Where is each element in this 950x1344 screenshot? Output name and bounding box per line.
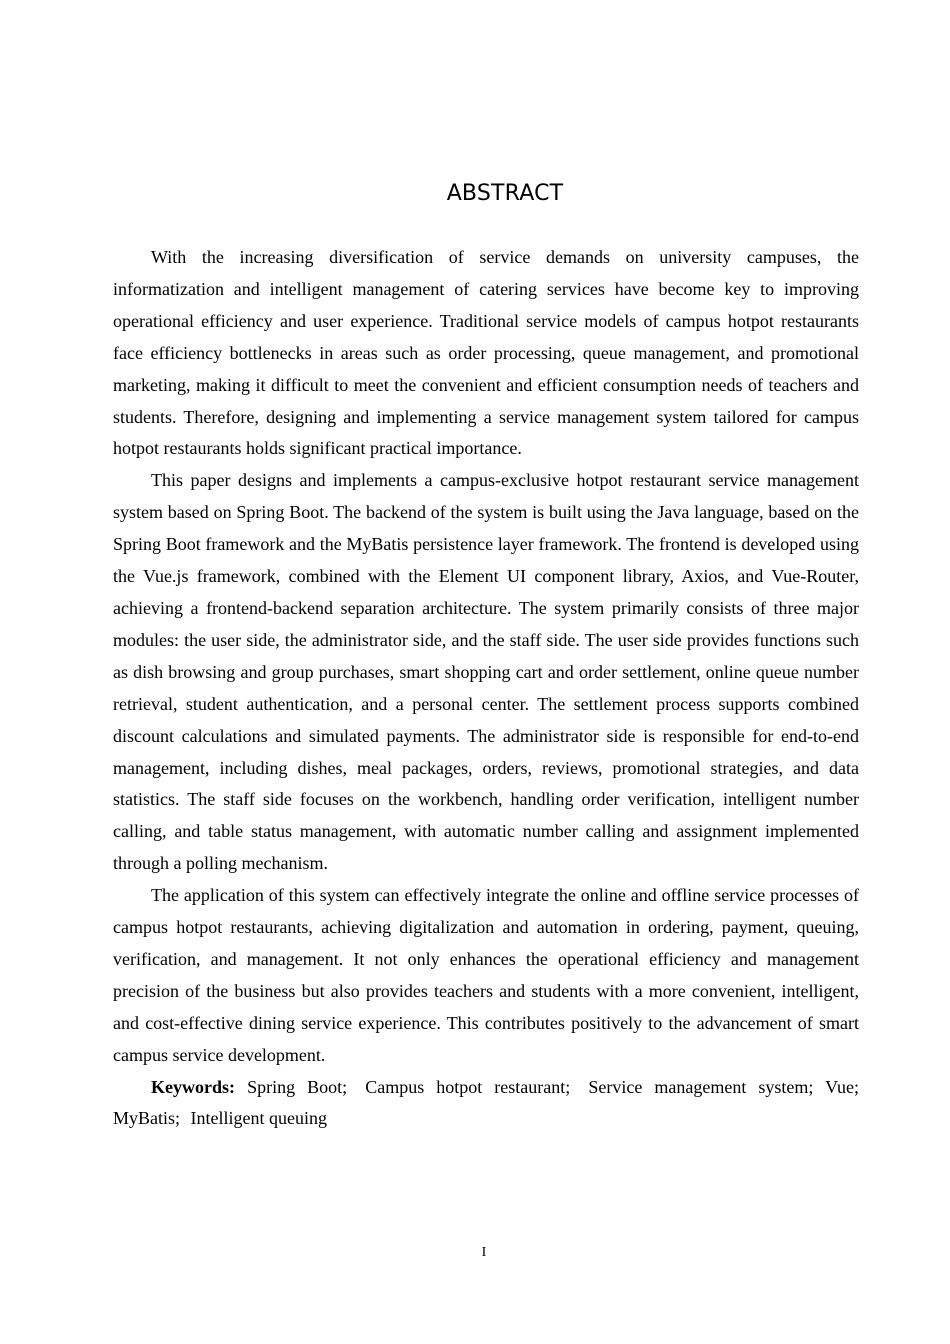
abstract-title: ABSTRACT <box>446 181 564 206</box>
page-number: I <box>481 1245 487 1260</box>
keyword-item: Intelligent queuing <box>190 1108 327 1129</box>
keyword-item: Vue; <box>825 1076 860 1097</box>
abstract-paragraph-1: With the increasing diversification of service demands on university campuses, the informatization and intelligent management of catering services have become key to improving operational efficiency and user experience. Traditional service models of campus hotpot restaurants face efficiency bottlenecks in areas such as order processing, queue management, and promotional marketing, making it difficult to meet the convenient and efficient consumption needs of teachers and students. Therefore, designing and implementing a service management system tailored for campus hotpot restaurants holds significant practical importance. <box>113 247 859 459</box>
keyword-item: MyBatis; <box>113 1108 181 1129</box>
abstract-body <box>113 242 859 1135</box>
keyword-item: Campus hotpot restaurant; <box>365 1076 571 1097</box>
abstract-paragraph-3: The application of this system can effectively integrate the online and offline service processes of campus hotpot restaurants, achieving digitalization and automation in ordering, payment, queuing, verification, and management. It not only enhances the operational efficiency and management precision of the business but also provides teachers and students with a more convenient, intelligent, and cost-effective dining service experience. This contributes positively to the advancement of smart campus service development. <box>113 885 859 1065</box>
keywords-label: Keywords: <box>151 1076 235 1097</box>
abstract-paragraph-2: This paper designs and implements a campus-exclusive hotpot restaurant service management system based on Spring Boot. The backend of the system is built using the Java language, based on the Spring Boot framework and the MyBatis persistence layer framework. The frontend is developed using the Vue.js framework, combined with the Element UI component library, Axios, and Vue-Router, achieving a frontend-backend separation architecture. The system primarily consists of three major modules: the user side, the administrator side, and the staff side. The user side provides functions such as dish browsing and group purchases, smart shopping cart and order settlement, online queue number retrieval, student authentication, and a personal center. The settlement process supports combined discount calculations and simulated payments. The administrator side is responsible for end-to-end management, including dishes, meal packages, orders, reviews, promotional strategies, and data statistics. The staff side focuses on the workbench, handling order verification, intelligent number calling, and table status management, with automatic number calling and assignment implemented through a polling mechanism. <box>113 470 859 874</box>
keyword-item: Spring Boot; <box>247 1076 348 1097</box>
keyword-item: Service management system; <box>588 1076 814 1097</box>
keywords-line <box>113 1072 859 1136</box>
